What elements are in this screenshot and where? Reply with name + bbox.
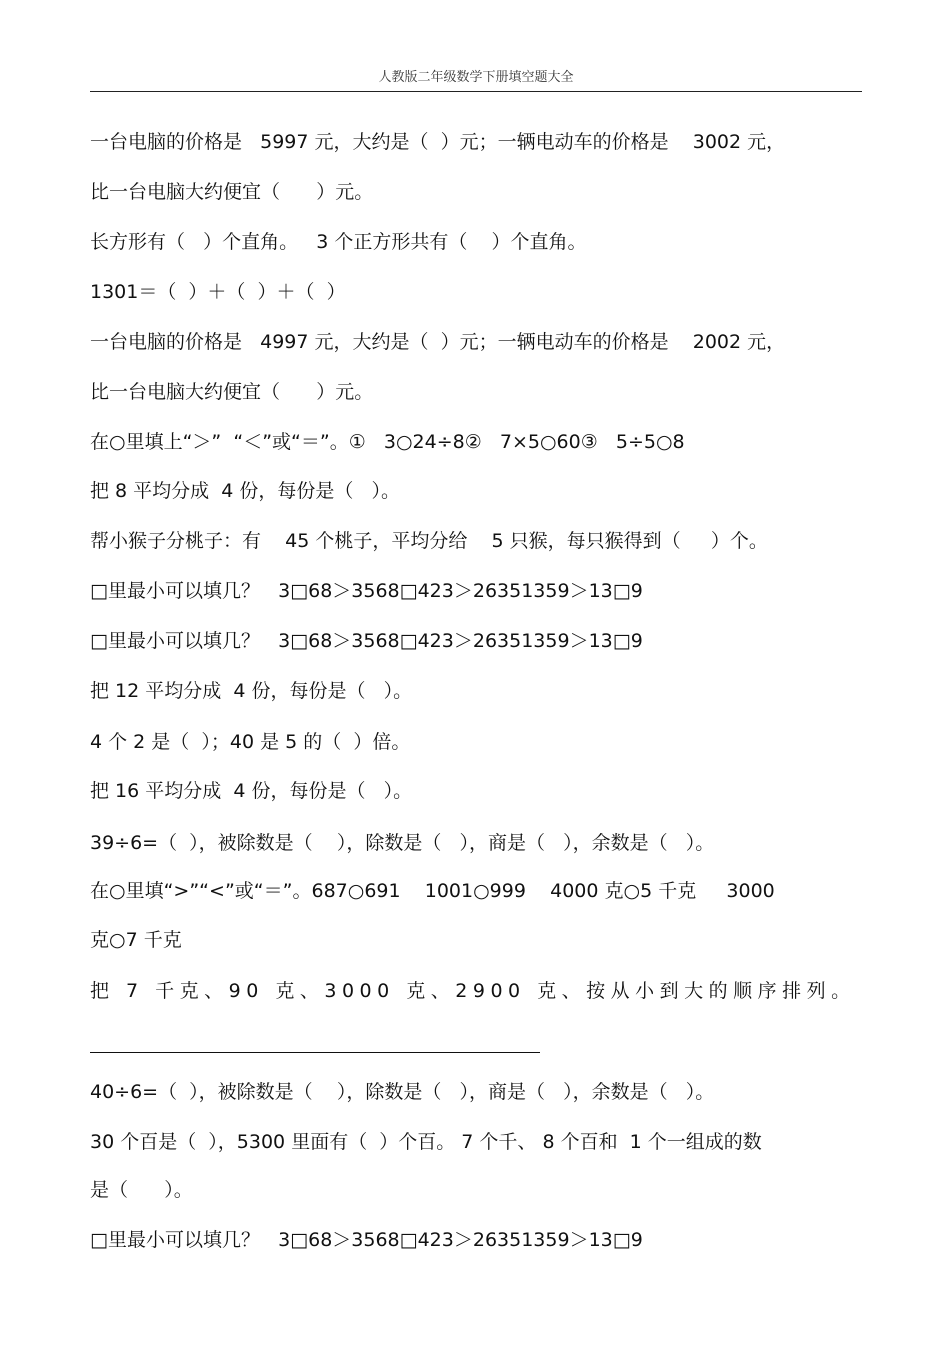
- question-line-4: 1301＝（ ）＋（ ）＋（ ）: [90, 281, 346, 303]
- question-line-14: 把 16 平均分成 4 份，每份是（ ）。: [90, 780, 413, 802]
- question-line-13: 4 个 2 是（ ）；40 是 5 的（ ）倍。: [90, 731, 411, 753]
- question-line-6: 比一台电脑大约便宜（ ）元。: [90, 381, 374, 403]
- question-line-12: 把 12 平均分成 4 份，每份是（ ）。: [90, 680, 413, 702]
- question-line-15: 39÷6=（ ），被除数是（ ），除数是（ ），商是（ ），余数是（ ）。: [90, 832, 715, 854]
- question-line-20: 30 个百是（ ），5300 里面有（ ）个百。 7 个千、 8 个百和 1 个一组成的数: [90, 1131, 762, 1153]
- question-line-10: □里最小可以填几？ 3□68＞3568□423＞26351359＞13□9: [90, 580, 643, 602]
- question-line-17: 克○7 千克: [90, 929, 182, 951]
- question-line-22: □里最小可以填几？ 3□68＞3568□423＞26351359＞13□9: [90, 1229, 643, 1251]
- question-line-1: 一台电脑的价格是 5997 元，大约是（ ）元；一辆电动车的价格是 3002 元，: [90, 131, 786, 153]
- question-line-2: 比一台电脑大约便宜（ ）元。: [90, 181, 374, 203]
- page-header-title: 人教版二年级数学下册填空题大全: [378, 70, 574, 85]
- question-line-7: 在○里填上“＞” “＜”或“＝”。① 3○24÷8② 7×5○60③ 5÷5○8: [90, 431, 685, 453]
- question-line-5: 一台电脑的价格是 4997 元，大约是（ ）元；一辆电动车的价格是 2002 元，: [90, 331, 786, 353]
- question-line-3: 长方形有（ ）个直角。 3 个正方形共有（ ）个直角。: [90, 231, 587, 253]
- question-line-16: 在○里填“>”“<”或“＝”。687○691 1001○999 4000 克○5 千克 3000: [90, 880, 775, 902]
- question-line-19: 40÷6=（ ），被除数是（ ），除数是（ ），商是（ ），余数是（ ）。: [90, 1081, 715, 1103]
- answer-blank-line: [90, 1052, 540, 1053]
- question-line-21: 是（ ）。: [90, 1179, 193, 1201]
- question-line-11: □里最小可以填几？ 3□68＞3568□423＞26351359＞13□9: [90, 630, 643, 652]
- question-line-8: 把 8 平均分成 4 份，每份是（ ）。: [90, 480, 400, 502]
- question-line-18: 把 7 千克、90 克、3000 克、2900 克、按从小到大的顺序排列。: [90, 980, 856, 1002]
- question-line-9: 帮小猴子分桃子：有 45 个桃子，平均分给 5 只猴，每只猴得到（ ）个。: [90, 530, 768, 552]
- header-divider: [90, 91, 862, 92]
